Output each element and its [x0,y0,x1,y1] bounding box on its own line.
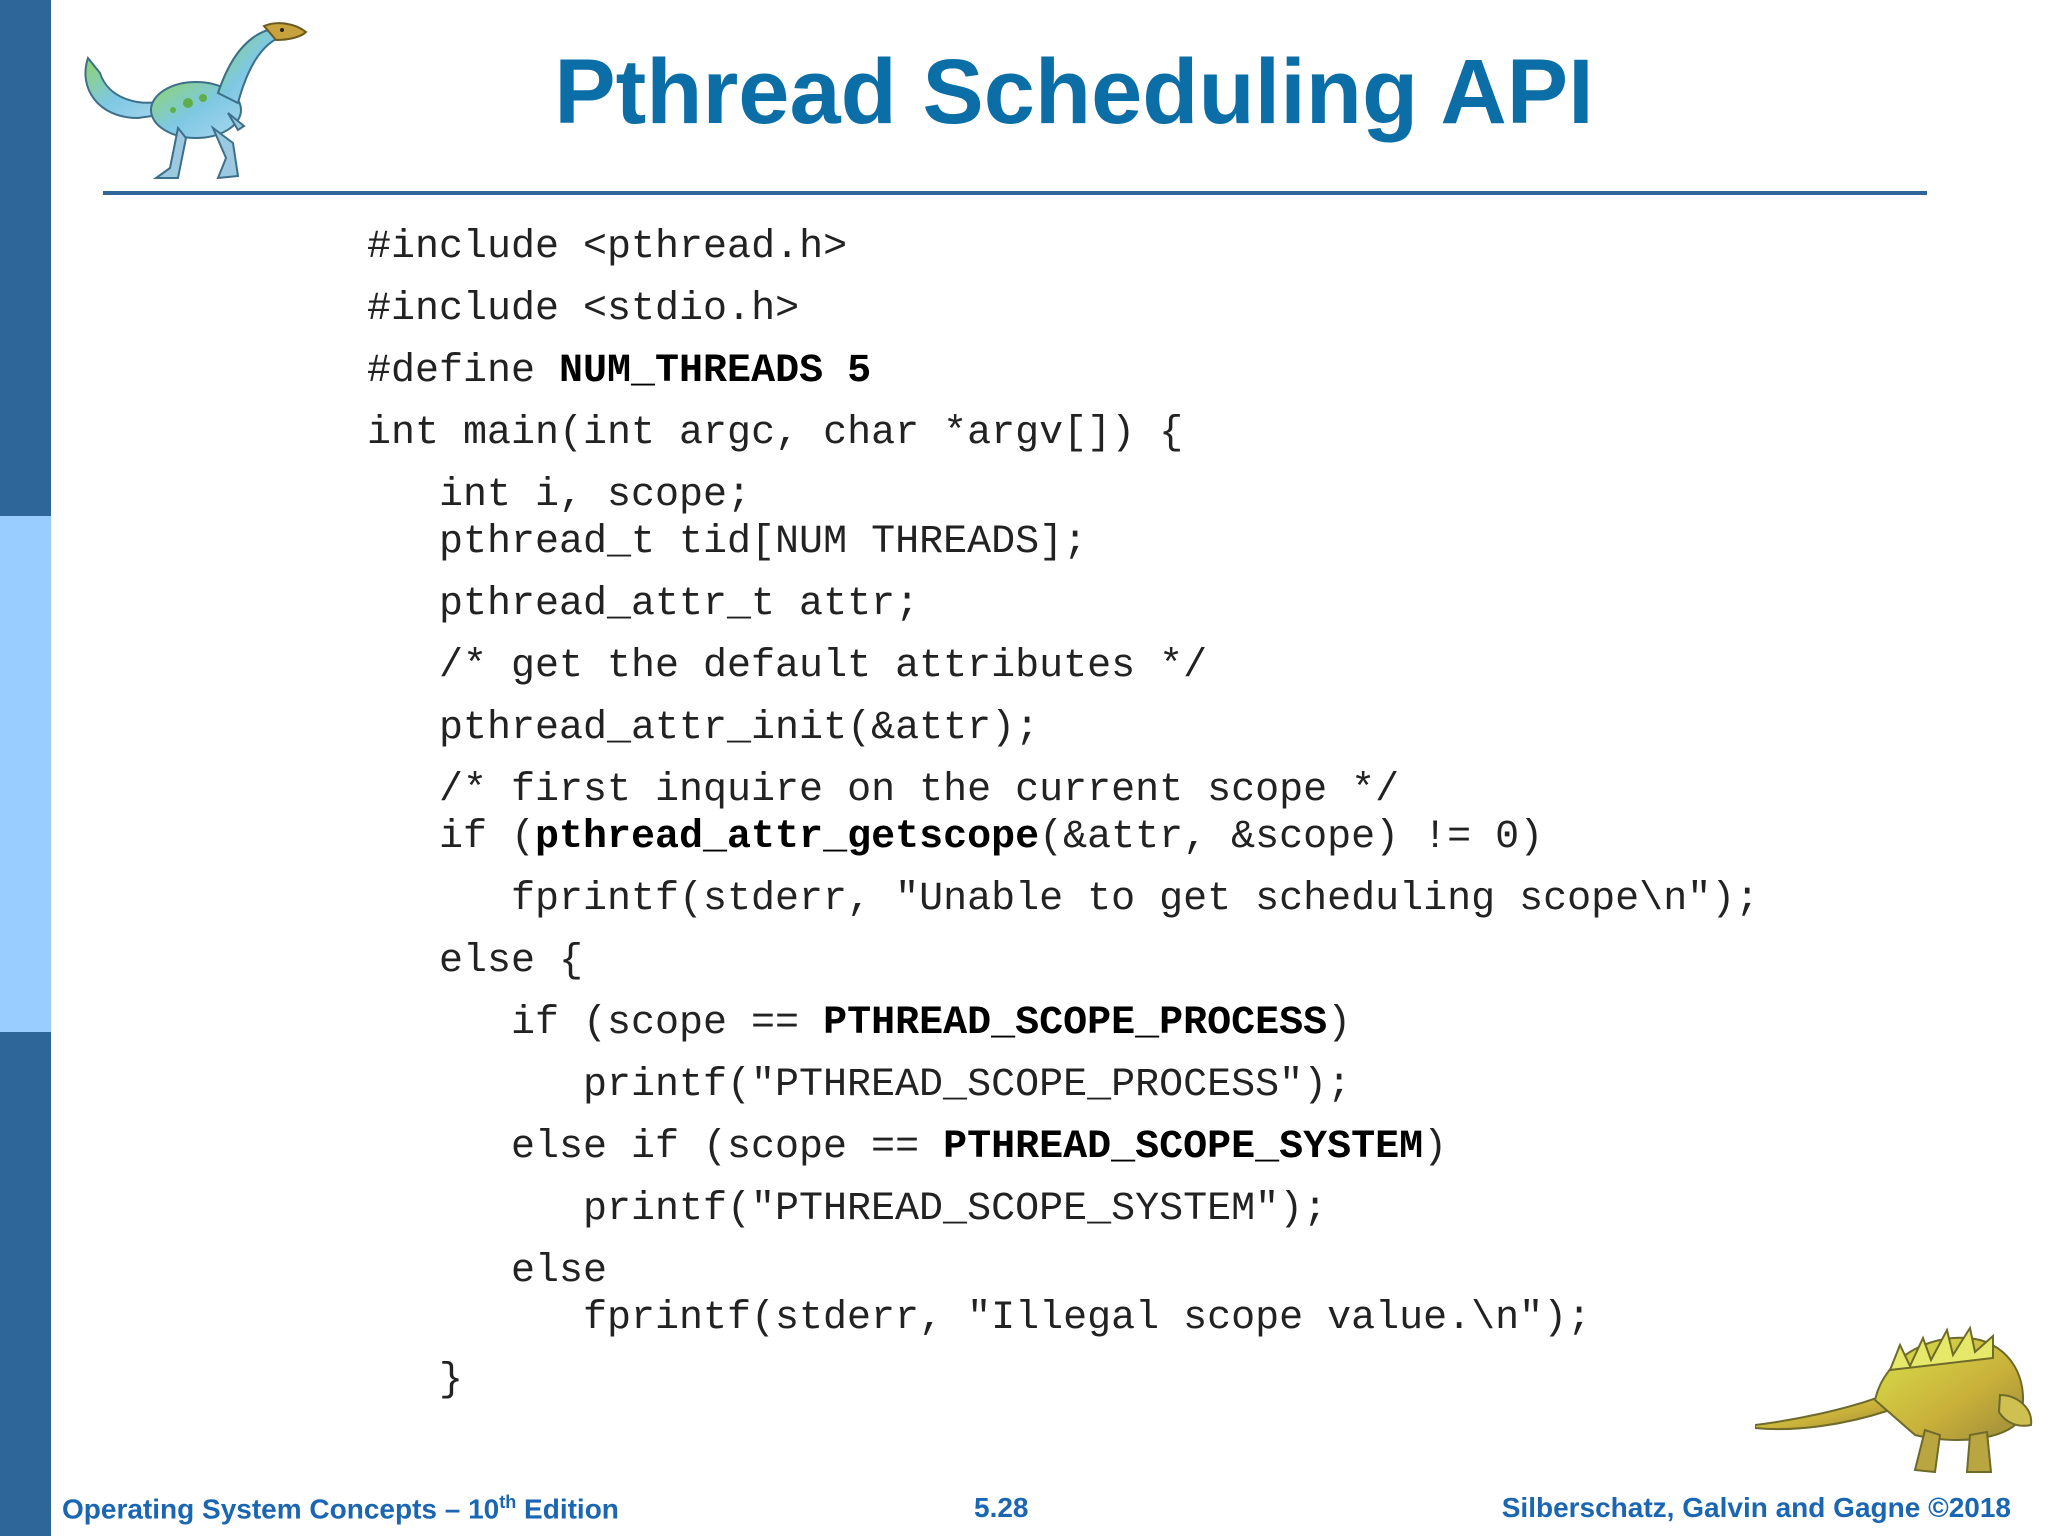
code-line: #include <pthread.h> [367,225,848,270]
dinosaur-bottom-icon [1755,1300,2035,1480]
code-comment: /* first inquire on the current scope */ [439,768,1400,813]
code-line: printf("PTHREAD_SCOPE_PROCESS"); [583,1063,1352,1108]
footer-book-title: Operating System Concepts – 10th Edition [62,1492,619,1525]
code-line: pthread_attr_init(&attr); [439,706,1040,751]
footer-page-number: 5.28 [974,1492,1029,1523]
code-line: } [439,1358,464,1403]
code-line: int main(int argc, char *argv[]) { [367,411,1184,456]
code-line: printf("PTHREAD_SCOPE_SYSTEM"); [583,1187,1328,1232]
slide-title: Pthread Scheduling API [554,41,1594,143]
code-line: fprintf(stderr, "Illegal scope value.\n"); [583,1296,1592,1341]
code-line: pthread_attr_t attr; [439,582,920,627]
code-line: else { [439,939,584,984]
code-comment: /* get the default attributes */ [439,644,1208,689]
code-line: else [511,1249,608,1294]
code-line: fprintf(stderr, "Unable to get scheduling scope\n"); [511,877,1760,922]
footer-authors: Silberschatz, Galvin and Gagne ©2018 [1501,1492,2011,1523]
code-line: #include <stdio.h> [367,287,800,332]
code-line: else if (scope == PTHREAD_SCOPE_SYSTEM) [511,1125,1448,1170]
code-line: pthread_t tid[NUM THREADS]; [439,520,1088,565]
code-line: if (scope == PTHREAD_SCOPE_PROCESS) [511,1001,1352,1046]
code-line: int i, scope; [439,473,752,518]
code-line: if (pthread_attr_getscope(&attr, &scope) != 0) [439,815,1544,860]
code-line: #define NUM_THREADS 5 [367,349,872,394]
